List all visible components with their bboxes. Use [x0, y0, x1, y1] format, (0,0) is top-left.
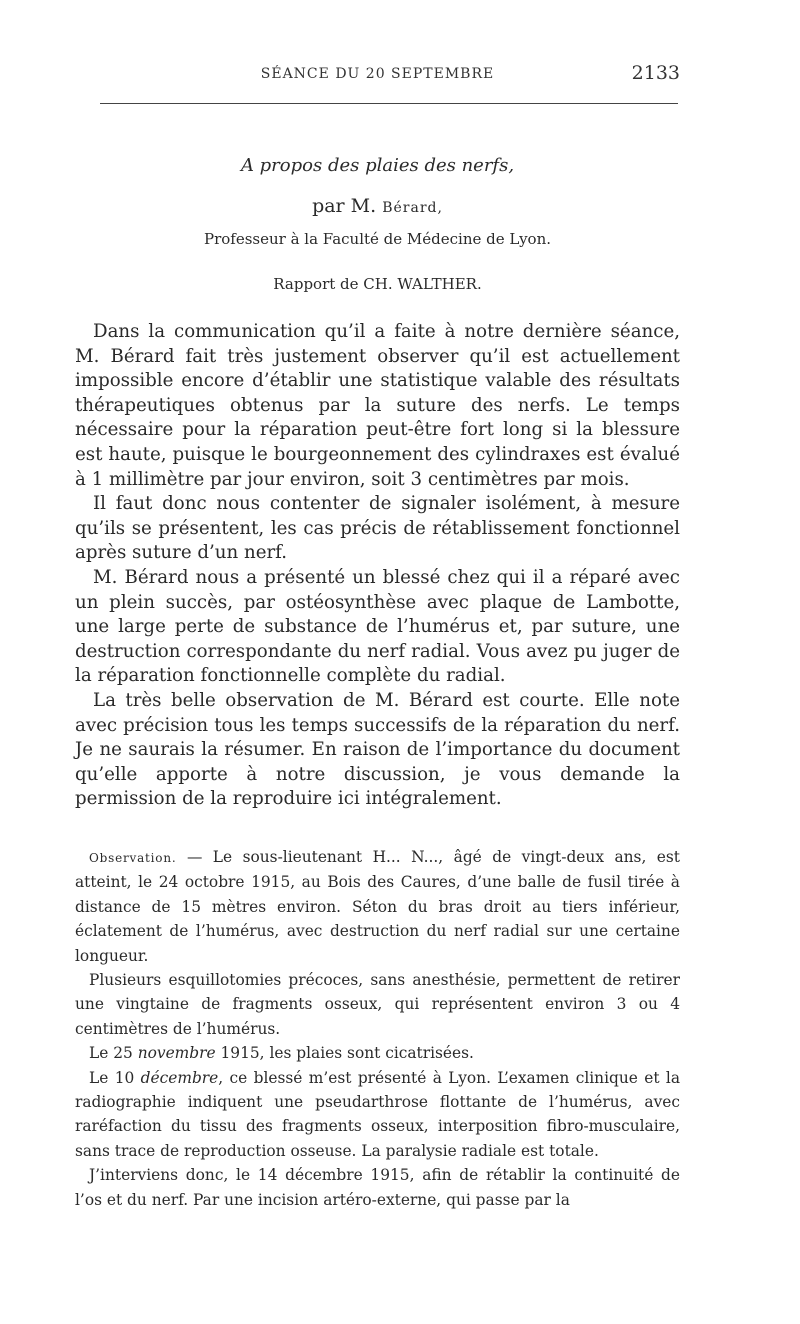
- observation-paragraph: [75, 1066, 680, 1164]
- observation-date: décembre: [140, 1068, 219, 1087]
- body-paragraph: M. Bérard nous a présenté un blessé chez qui il a réparé avec un plein succès, par ostéosynthèse avec plaque de Lambotte, une large perte de substance de l’humérus et, par suture, une destruction correspondante du nerf radial. Vous avez pu juger de la réparation fonctionnelle complète du radial.: [75, 566, 680, 687]
- observation-paragraph: J’interviens donc, le 14 décembre 1915, afin de rétablir la continuité de l’os et du nerf. Par une incision artéro-externe, qui passe par la: [75, 1166, 680, 1209]
- body-paragraph: Dans la communication qu’il a faite à notre dernière séance, M. Bérard fait très justement observer qu’il est actuellement impossible encore d’établir une statistique valable des résultats thérapeutiques obtenus par la suture des nerfs. Le temps nécessaire pour la réparation peut-être fort long si la blessure est haute, puisque le bourgeonnement des cylindraxes est évalué à 1 millimètre par jour environ, soit 3 centimètres par mois.: [75, 321, 680, 490]
- observation-paragraph: [75, 1041, 680, 1065]
- observation-paragraph: [75, 845, 680, 968]
- report-body: [75, 320, 680, 812]
- observation-date: novembre: [137, 1044, 216, 1063]
- page-header: [75, 62, 680, 88]
- observation-text: Le 25: [89, 1044, 138, 1063]
- running-title: SÉANCE DU 20 SEPTEMBRE: [260, 66, 495, 82]
- author-prefix: par M.: [312, 195, 383, 217]
- observation-text: , ce blessé m’est présenté à Lyon. L’examen clinique et la radiographie indiquent une pseudarthrose flottante de l’humérus, avec raréfaction du tissu des fragments osseux, interposition fibro-musculaire, sans trace de reproduction osseuse. La paralysie radiale est totale.: [75, 1068, 680, 1160]
- observation-text: — Le sous-lieutenant H... N..., âgé de vingt-deux ans, est atteint, le 24 octobre 1915, au Bois des Caures, d’une balle de fusil tirée à distance de 15 mètres environ. Séton du bras droit au tiers inférieur, éclatement de l’humérus, avec destruction du nerf radial sur une certaine longueur.: [75, 848, 680, 965]
- author-name: Bérard,: [382, 200, 443, 216]
- body-paragraph: La très belle observation de M. Bérard est courte. Elle note avec précision tous les temps successifs de la réparation du nerf. Je ne saurais la résumer. En raison de l’importance du document qu’elle apporte à notre discussion, je vous demande la permission de la reproduire ici intégralement.: [75, 689, 680, 810]
- article-title: A propos des plaies des nerfs,: [240, 155, 515, 176]
- observation-text: Le 10: [89, 1068, 141, 1087]
- observation-section: [75, 845, 680, 1212]
- observation-text: 1915, les plaies sont cicatrisées.: [215, 1044, 474, 1063]
- body-paragraph: Il faut donc nous contenter de signaler isolément, à mesure qu’ils se présentent, les cas précis de rétablissement fonctionnel après suture d’un nerf.: [75, 493, 680, 564]
- report-line: Rapport de CH. WALTHER.: [273, 275, 482, 293]
- author-line: [75, 195, 680, 217]
- header-rule: [100, 103, 678, 104]
- observation-label: Observation.: [89, 851, 177, 865]
- author-affiliation: Professeur à la Faculté de Médecine de Lyon.: [203, 230, 552, 248]
- page-number: 2133: [631, 62, 680, 84]
- observation-paragraph: Plusieurs esquillotomies précoces, sans anesthésie, permettent de retirer une vingtaine de fragments osseux, qui représentent environ 3 ou 4 centimètres de l’humérus.: [75, 971, 680, 1038]
